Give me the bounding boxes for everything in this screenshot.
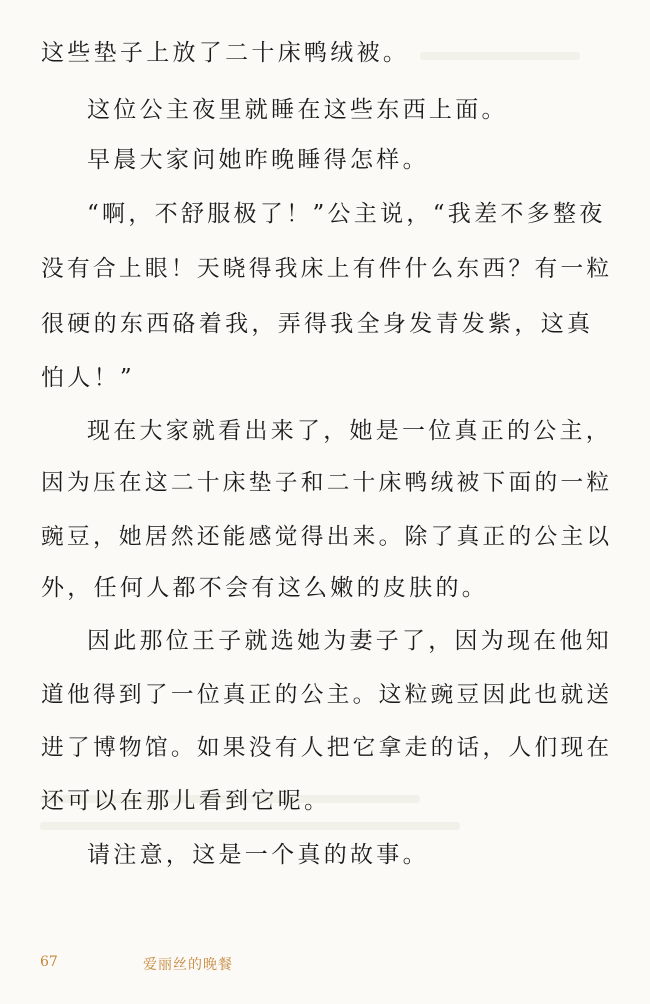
text-line: 进了博物馆。如果没有人把它拿走的话，人们现在 (41, 735, 613, 761)
text-line: 现在大家就看出来了，她是一位真正的公主， (87, 418, 613, 444)
bleed-through (420, 52, 580, 60)
text-line: 很硬的东西硌着我，弄得我全身发青发紫，这真 (41, 311, 594, 337)
text-line: 因此那位王子就选她为妻子了，因为现在他知 (87, 628, 613, 654)
text-line: 请注意，这是一个真的故事。 (87, 842, 429, 868)
text-line: 怕人！” (41, 365, 135, 391)
text-line: 道他得到了一位真正的公主。这粒豌豆因此也就送 (41, 682, 613, 708)
page-number: 67 (40, 954, 58, 970)
text-line: 豌豆，她居然还能感觉得出来。除了真正的公主以 (41, 524, 613, 550)
text-line: 没有合上眼！天晓得我床上有件什么东西？有一粒 (41, 256, 613, 282)
running-footer-title: 爱丽丝的晚餐 (143, 957, 233, 973)
bleed-through (40, 822, 460, 830)
text-line: 外，任何人都不会有这么嫩的皮肤的。 (41, 575, 489, 601)
text-line: 因为压在这二十床垫子和二十床鸭绒被下面的一粒 (41, 470, 613, 496)
text-line: 早晨大家问她昨晚睡得怎样。 (87, 147, 429, 173)
text-line: 这位公主夜里就睡在这些东西上面。 (87, 97, 508, 123)
text-line: 还可以在那儿看到它呢。 (41, 788, 331, 814)
text-line: 这些垫子上放了二十床鸭绒被。 (41, 40, 410, 66)
text-line: “啊，不舒服极了！”公主说，“我差不多整夜 (87, 201, 606, 227)
